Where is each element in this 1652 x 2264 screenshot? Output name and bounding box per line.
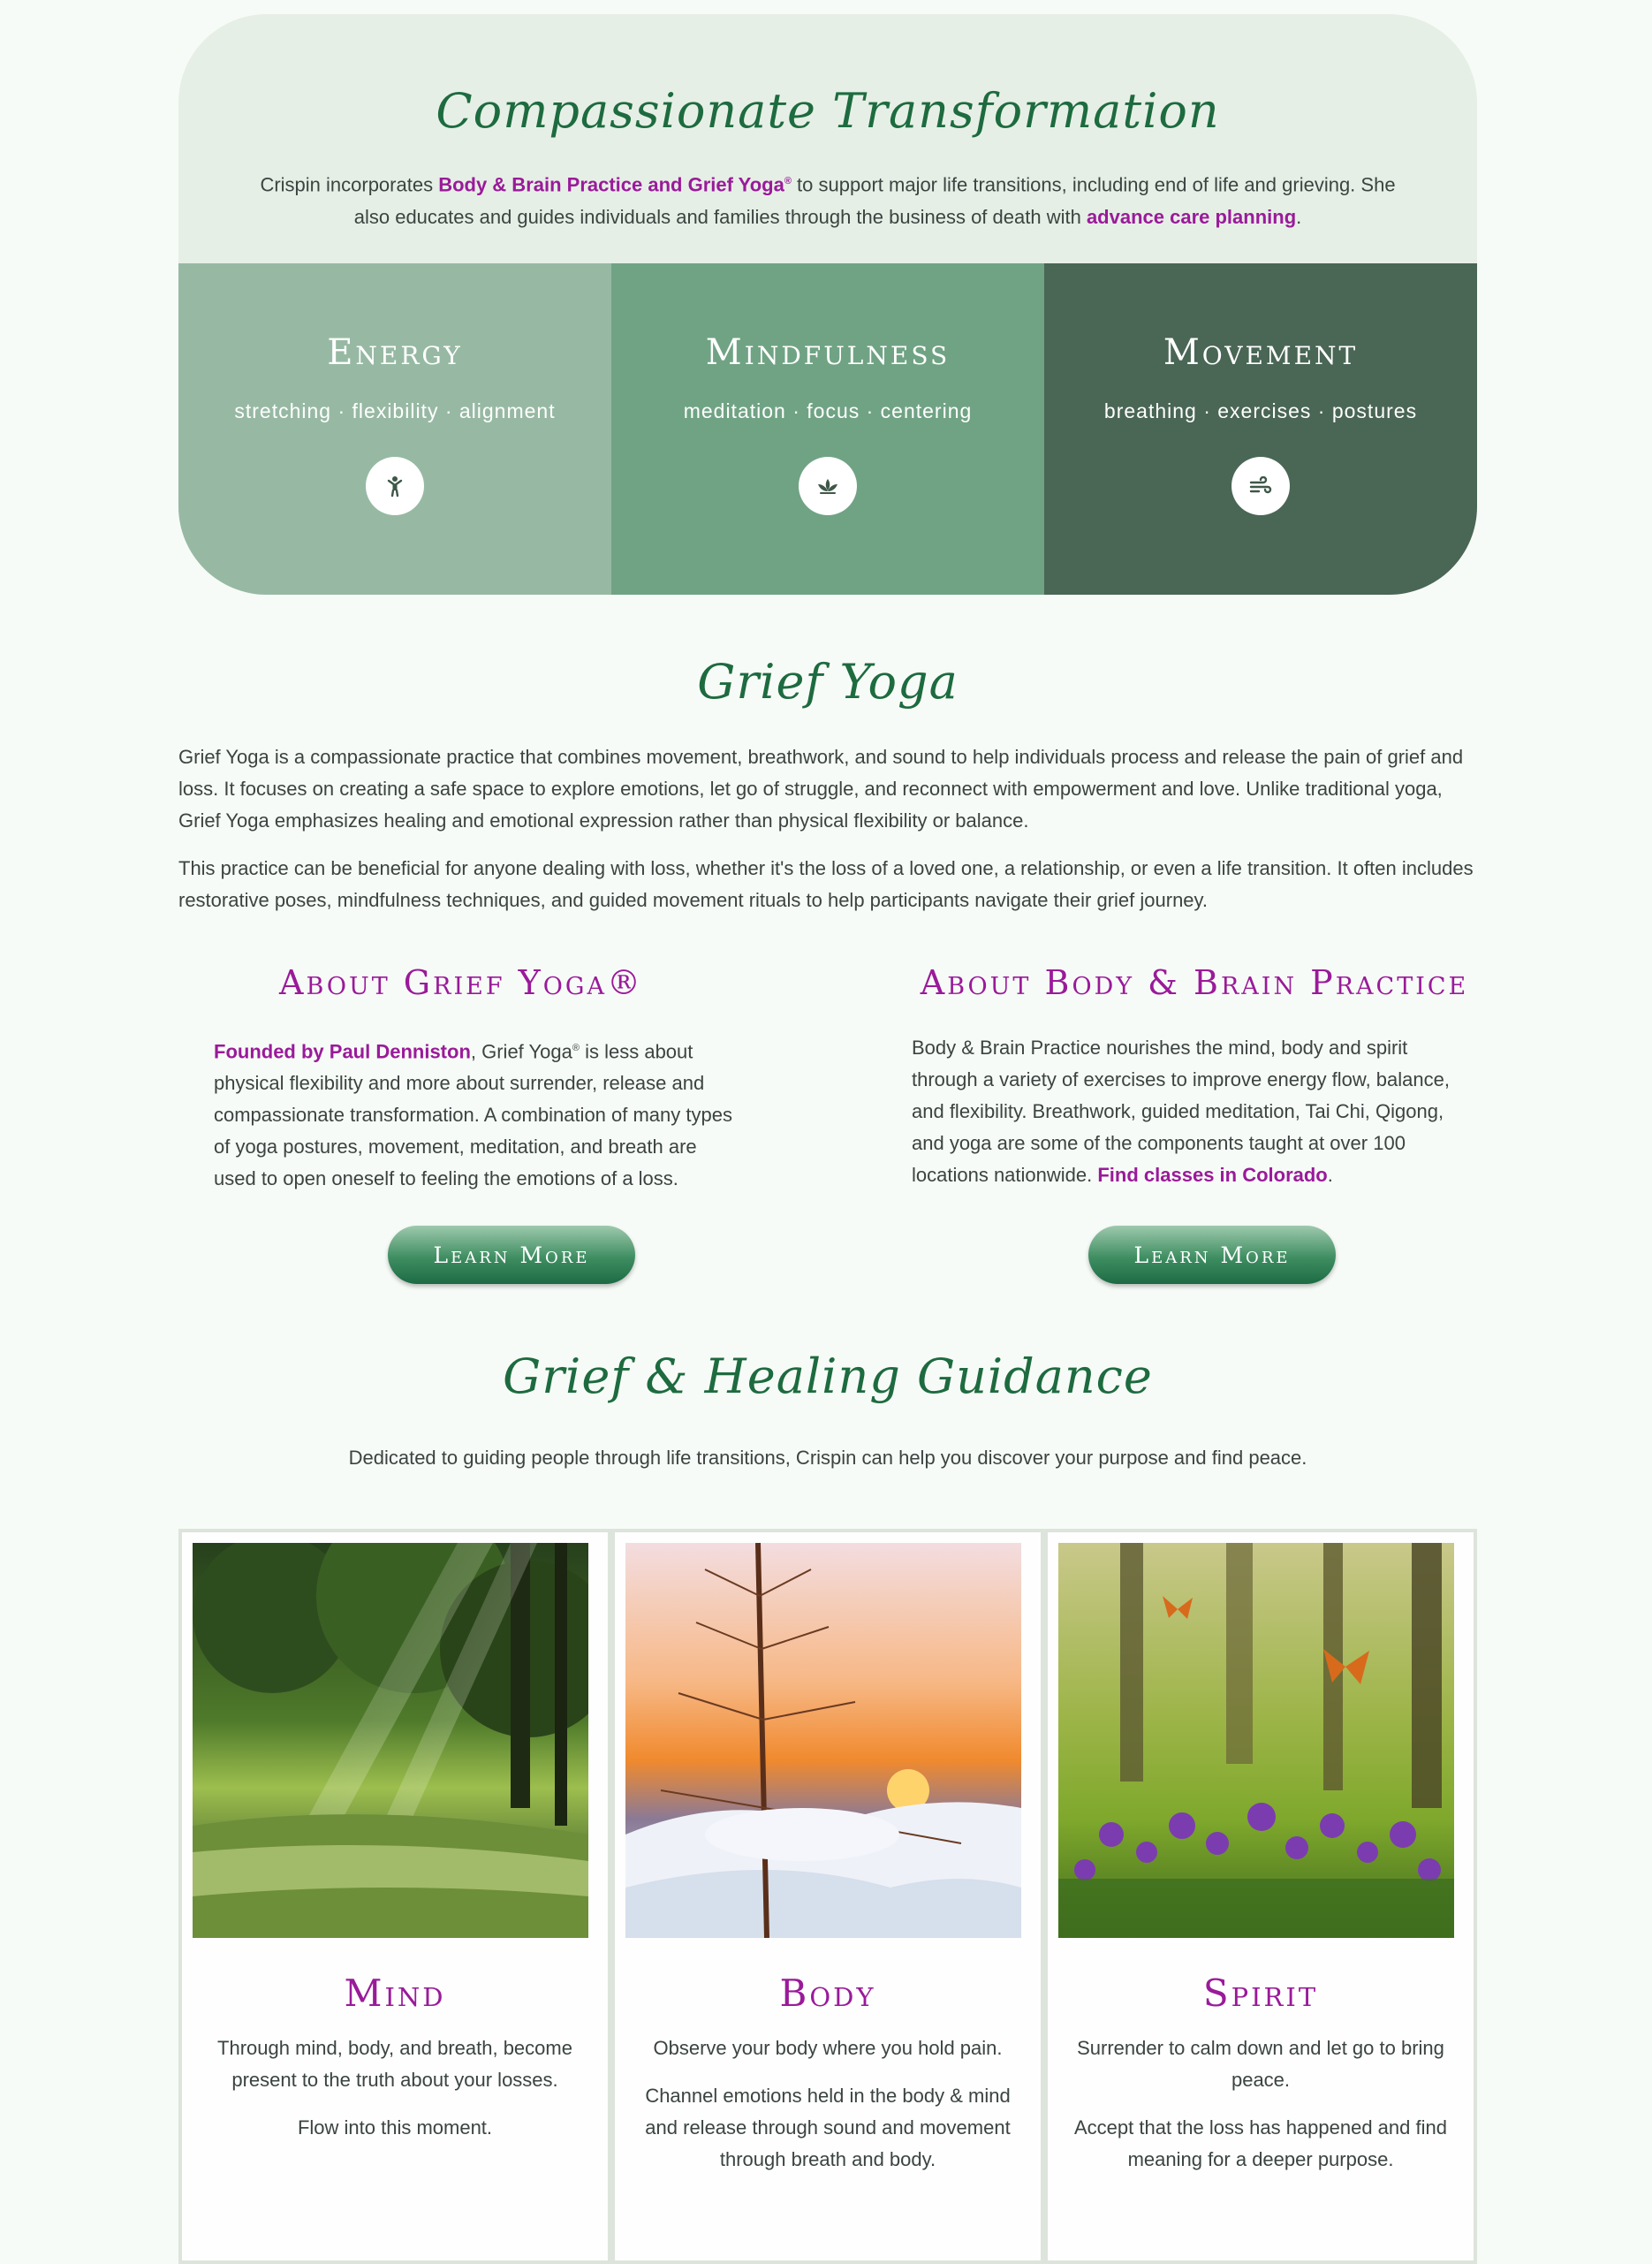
card-title: Body bbox=[779, 1972, 876, 2015]
grief-yoga-paragraph: Grief Yoga is a compassionate practice that combines movement, breathwork, and sound to help individuals process and release the pain of grief and loss. It focuses on creating a safe space to explore emotions, let go of struggle, and reconnect with empowerment and love. Unlike traditional yoga, Grief Yoga emphasizes healing and emotional expression rather than physical flexibility or balance. bbox=[178, 746, 1464, 832]
find-classes-link[interactable]: Find classes in Colorado bbox=[1097, 1164, 1328, 1186]
page-title: Compassionate Transformation bbox=[436, 83, 1220, 139]
card-title: Spirit bbox=[1202, 1972, 1319, 2015]
pillar-title: Movement bbox=[1163, 332, 1359, 373]
registered-mark: ® bbox=[784, 176, 792, 186]
column-title: About Body & Brain Practice bbox=[920, 963, 1469, 1002]
column-text-part: is less about physical flexibility and more about surrender, release and compassionate transformation. A combination of many types of yoga postures, movement, meditation, and breath are used to open oneself to feeling the emotions of a loss. bbox=[214, 1040, 732, 1190]
grief-yoga-section bbox=[178, 654, 1477, 916]
column-title: About Grief Yoga® bbox=[279, 963, 643, 1002]
about-columns bbox=[178, 963, 1477, 1268]
pillars bbox=[178, 263, 1477, 595]
card-spirit bbox=[1044, 1529, 1477, 2264]
column-text bbox=[214, 1032, 744, 1195]
wind-icon bbox=[1231, 457, 1290, 515]
person-stretch-icon bbox=[366, 457, 424, 515]
intro-text bbox=[249, 165, 1406, 233]
card-mind bbox=[178, 1529, 611, 2264]
body-brain-learn-more-button[interactable]: Learn More bbox=[1088, 1226, 1336, 1284]
intro-text-part: Crispin incorporates bbox=[260, 173, 439, 196]
card-text: Observe your body where you hold pain. bbox=[653, 2037, 1003, 2059]
intro-block bbox=[178, 14, 1477, 263]
card-text: Surrender to calm down and let go to bring peace. bbox=[1077, 2037, 1444, 2091]
about-body-brain bbox=[912, 963, 1477, 1268]
pillar-subtitle: breathing · exercises · postures bbox=[1103, 399, 1418, 422]
card-body bbox=[611, 1529, 1044, 2264]
snowy-pine-sunset-image bbox=[625, 1543, 1021, 1938]
pillar-title: Mindfulness bbox=[705, 332, 951, 373]
card-title: Mind bbox=[344, 1972, 446, 2015]
paul-denniston-link[interactable]: Founded by Paul Denniston bbox=[214, 1040, 471, 1063]
section-title: Grief & Healing Guidance bbox=[503, 1349, 1153, 1404]
pillar-subtitle: meditation · focus · centering bbox=[683, 399, 973, 422]
column-text-part: , Grief Yoga bbox=[470, 1040, 572, 1063]
forest-stream-image bbox=[193, 1543, 588, 1938]
column-text bbox=[912, 1032, 1477, 1191]
pillar-energy bbox=[178, 263, 611, 595]
card-text: Accept that the loss has happened and find meaning for a deeper purpose. bbox=[1074, 2116, 1447, 2170]
registered-mark: ® bbox=[572, 1043, 580, 1053]
intro-text-part: to support major life transitions, including end of life and grieving. She also educates and guides individuals and families through the business of death with bbox=[353, 173, 1396, 229]
lotus-icon bbox=[799, 457, 857, 515]
grief-yoga-paragraph: This practice can be beneficial for anyone dealing with loss, whether it's the loss of a loved one, a relationship, or even a life transition. It often includes restorative poses, mindfulness techniques, and guided movement rituals to help participants navigate their grief journey. bbox=[178, 857, 1474, 911]
grief-yoga-learn-more-button[interactable]: Learn More bbox=[388, 1226, 635, 1284]
intro-text-part: . bbox=[1296, 206, 1302, 229]
about-grief-yoga bbox=[178, 963, 744, 1268]
pillar-subtitle: stretching · flexibility · alignment bbox=[234, 399, 556, 422]
pillar-mindfulness bbox=[611, 263, 1044, 595]
card-text: Channel emotions held in the body & mind and release through sound and movement through breath and body. bbox=[645, 2085, 1011, 2170]
column-text-part: Body & Brain Practice nourishes the mind, body and spirit through a variety of exercises to improve energy flow, balance, and flexibility. Breathwork, guided meditation, Tai Chi, Qigong, and yoga are some of the components taught at over 100 locations nationwide. bbox=[912, 1037, 1450, 1186]
column-text-part: . bbox=[1327, 1164, 1333, 1186]
guidance-lead: Dedicated to guiding people through life transitions, Crispin can help you discover your purpose and find peace. bbox=[348, 1447, 1307, 1469]
guidance-section bbox=[178, 1349, 1477, 1470]
body-brain-grief-yoga-link[interactable]: Body & Brain Practice and Grief Yoga bbox=[438, 173, 784, 196]
butterflies-flowers-image bbox=[1058, 1543, 1454, 1938]
cards bbox=[178, 1529, 1477, 2264]
pillar-title: Energy bbox=[327, 332, 463, 373]
card-text: Flow into this moment. bbox=[297, 2116, 493, 2139]
section-title: Grief Yoga bbox=[697, 654, 959, 710]
pillar-movement bbox=[1044, 263, 1477, 595]
card-text: Through mind, body, and breath, become present to the truth about your losses. bbox=[217, 2037, 572, 2091]
compassionate-transformation-panel bbox=[178, 14, 1477, 595]
advance-care-planning-link[interactable]: advance care planning bbox=[1086, 206, 1297, 229]
